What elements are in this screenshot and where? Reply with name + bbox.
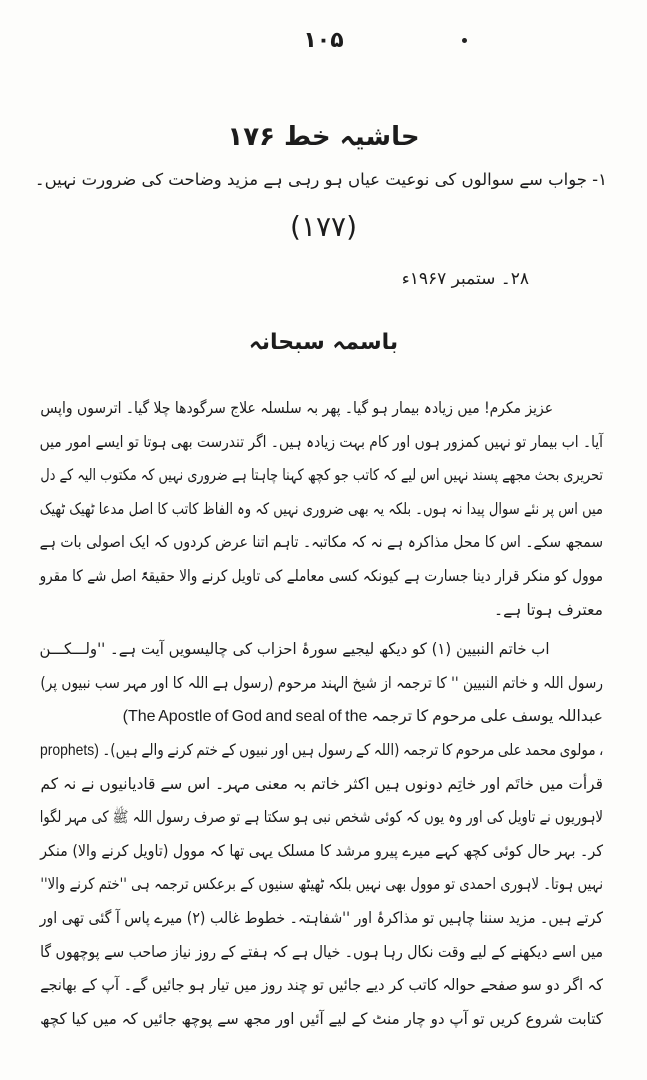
line-content [40,734,603,768]
footnote-heading: حاشیہ خط ۱۷۶ [227,122,420,152]
english-quote: prophets) [39,741,99,759]
text-line: لاہوریوں نے تاویل کی اور وہ یوں کہ کوئی شخص نبی ہو سکتا ہے تو صرف رسول اللہ ﷺ کی مہر لگوا [39,808,603,827]
line-content [123,700,603,734]
urdu-text: ، مولوی محمد علی مرحوم کا ترجمہ (اللہ کے رسول ہیں اور نبیوں کے ختم کرنے والے ہیں)۔ [101,740,603,759]
text-line: سمجھ سکے۔ اس کا محل مذاکرہ ہے نہ کہ مکاتبہ۔ تاہم اتنا عرض کردوں کہ ایک اصولی بات ہے [39,533,603,552]
text-line: رسول اللہ و خاتم النبیین '' کا ترجمہ از شیخ الہند مرحوم (رسول ہے اللہ کا اور مہر سب نبیوں پر) [40,673,604,692]
paragraph-1 [40,392,603,627]
text-line: کتابت شروع کریں تو آپ دو چار منٹ کے لیے آئیں اور مجھ سے پوچھ جائیں کہ میں کیا کچھ [40,1009,604,1028]
salutation: باسمہ سبحانہ [248,330,399,355]
page-number: ۱۰۵ [303,28,344,53]
text-line: عزیز مکرم! میں زیادہ بیمار ہو گیا۔ پھر بہ سلسلہ علاج سرگودھا چلا گیا۔ اترسوں واپس [40,399,554,417]
text-line: میں اسے دیکھنے کے لیے وقت نکال رہا ہوں۔ خیال ہے کہ ہفتے کے روز نیاز صاحب سے پوچھوں گا [40,942,604,961]
text-line: اب خاتم النبیین (۱) کو دیکھ لیجیے سورۂ احزاب کی چالیسویں آیت ہے۔ ''ولـــکـــن [39,640,550,659]
letter-date: ۲۸۔ ستمبر ۱۹۶۷ء [401,269,529,289]
english-quote: (The Apostle of God and seal of the [122,708,368,726]
text-line: نہیں ہوتا۔ لاہوری احمدی تو موول بھی نہیں بلکہ ٹھیٹھ سنیوں کے برعکس ترجمہ ہی ''ختم کرنے والا'' [40,875,603,894]
text-line: کہ اگر دو سو صفحے حوالہ کاتب کر دیے جائیں تو چند روز میں تیار ہو جائیں گے۔ آپ کے بھانجے [40,976,603,995]
text-line-mixed [40,734,603,768]
text-line: تحریری بحث مجھے پسند نہیں اس لیے کہ کاتب جو کچھ کہنا چاہتا ہے ضروری نہیں کہ مکتوب الیہ کے دل [40,466,604,485]
letter-body [40,392,603,1036]
text-line: معترف ہوتا ہے۔ [494,600,603,619]
text-line: قرأت میں خاتَم اور خاتِم دونوں ہیں اکثر خاتم بہ معنی مہر۔ اس سے قادیانیوں نے نہ کم [40,774,603,793]
text-line: کر۔ بہر حال کوئی کچھ کہے میرے پیرو مرشد کا مسلک یہی تھا کہ موول (تاویل کرنے والا) منکر [40,841,603,860]
text-line: میں اس پر نئے سوال پیدا نہ ہوں۔ بلکہ یہ بھی ضروری نہیں کہ وہ الفاظ کاتب کا اصل مدعا ٹھیک ٹھیک [39,499,603,518]
text-line: موول کو منکر قرار دینا جسارت ہے کیونکہ کسی معاملے کی تاویل کرنے والا حقیقۃً اصل شے کا مقرو [39,566,604,585]
text-line: کرتے ہیں۔ مزید سننا چاہیں تو مذاکرۂ اور ''شفاہتہ۔ خطوط غالب (۲) میرے پاس آ گئی تھی اور [39,908,603,927]
paragraph-2 [40,633,603,1036]
urdu-text: عبداللہ یوسف علی مرحوم کا ترجمہ [371,707,603,726]
footnote-text: ۱- جواب سے سوالوں کی نوعیت عیاں ہو رہی ہے مزید وضاحت کی ضرورت نہیں۔ [34,170,607,189]
text-line: آیا۔ اب بیمار تو نہیں کمزور ہوں اور کام بہت زیادہ ہیں۔ اگر تندرست بھی ہوتا تو ایسے امور میں [39,432,603,451]
letter-number: (۱۷۷) [290,210,357,243]
text-line-mixed [40,700,603,734]
